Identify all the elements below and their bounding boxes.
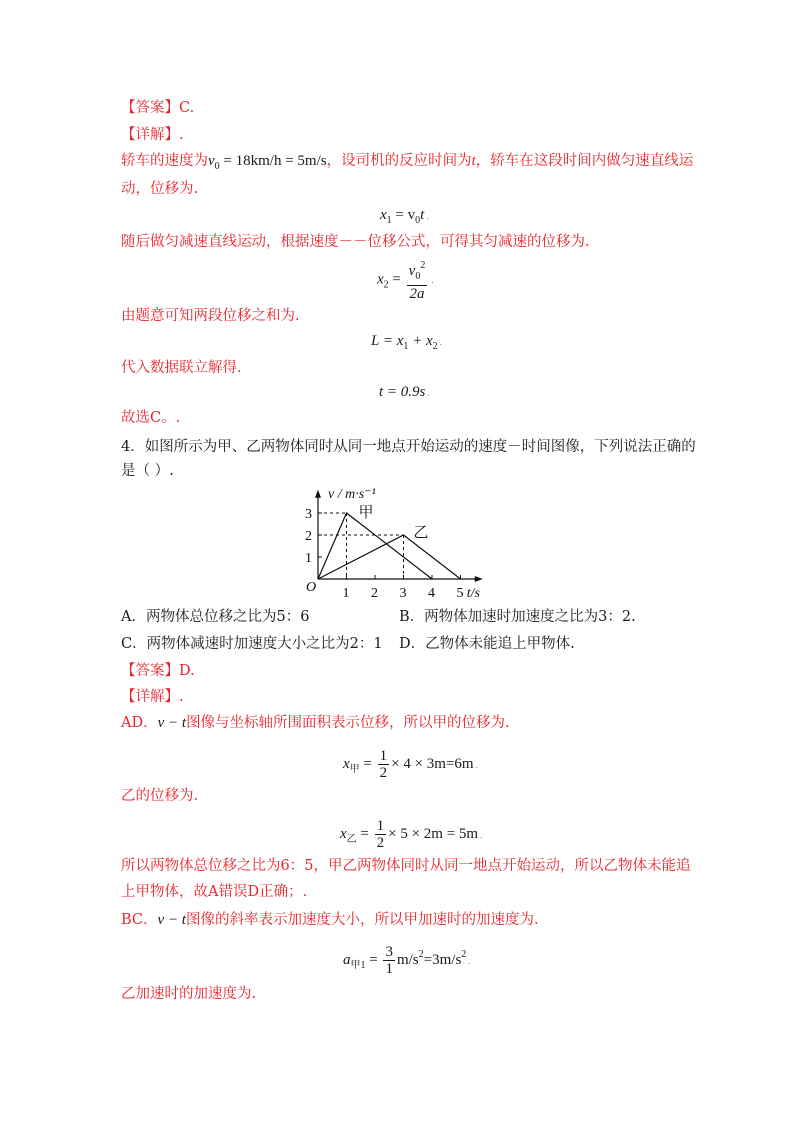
- x-tick-label-2: 2: [371, 586, 378, 601]
- y-axis-arrow: [315, 490, 321, 498]
- equation-x1: $x_1 = v_0t$ .: [380, 207, 429, 226]
- solution-line-2: 动，位移为.: [121, 181, 199, 197]
- equation-L: $L = x_1 + x_2$ .: [371, 333, 442, 352]
- y-tick-label-3: 3: [305, 507, 312, 522]
- equation-x2: $x_2$ = $\frac{v_0^2}{2a}$ .: [377, 260, 434, 302]
- summary-line-2: 上甲物体，故A错误D正确；.: [121, 884, 308, 900]
- y-tick-label-1: 1: [305, 551, 312, 566]
- series-label-yi: 乙: [413, 525, 429, 541]
- option-b: B．两物体加速时加速度之比为3：2.: [399, 609, 636, 625]
- last-line: 乙加速时的加速度为.: [121, 986, 257, 1002]
- x-tick-label-4: 4: [428, 586, 435, 601]
- ad-line: AD．v − t图像与坐标轴所围面积表示位移，所以甲的位移为.: [121, 715, 510, 731]
- question-stem-line-2: 是（ ）.: [121, 463, 174, 479]
- x-tick-label-1: 1: [342, 586, 350, 601]
- y-axis-label: v / m·s⁻¹: [328, 486, 376, 502]
- x-tick-label-5: 5: [456, 586, 464, 601]
- x-tick-label-3: 3: [399, 586, 407, 601]
- detail-label-2: 【详解】.: [121, 689, 184, 705]
- solution-line-5: 代入数据联立解得.: [121, 360, 242, 376]
- option-c: C．两物体减速时加速度大小之比为2：1: [121, 636, 383, 652]
- yi-line: 乙的位移为.: [121, 788, 199, 804]
- series-label-jia: 甲: [358, 505, 374, 521]
- question-stem-line-1: 4．如图所示为甲、乙两物体同时从同一地点开始运动的速度－时间图像，下列说法正确的: [121, 439, 696, 455]
- summary-line-1: 所以两物体总位移之比为6：5，甲乙两物体同时从同一地点开始运动，所以乙物体未能追: [121, 858, 691, 874]
- origin-label: O: [306, 580, 317, 595]
- solution-line-1: 轿车的速度为$v_0 = 18km/h = 5m/s$，设司机的反应时间为t，轿车在这段时间内做匀速直线运: [121, 153, 694, 172]
- answer-label: 【答案】C.: [121, 100, 195, 116]
- series-line-yi: [318, 535, 461, 579]
- equation-a-jia: $a_{甲1}$ = $\frac{3}{1}$ $m/s^2=3m/s^2$.: [343, 944, 471, 977]
- answer-label-2: 【答案】D.: [121, 663, 195, 679]
- detail-label: 【详解】.: [121, 127, 184, 143]
- x-axis-label: t/s: [466, 586, 480, 601]
- x-axis-arrow: [475, 576, 483, 582]
- equation-x-yi: $x_乙$ = $\frac{1}{2}$ × 5 × 2m = 5m .: [340, 818, 483, 851]
- bc-line: BC．v − t图像的斜率表示加速度大小，所以甲加速时的加速度为.: [121, 912, 539, 928]
- equation-x-jia: $x_甲$ = $\frac{1}{2}$ × 4 × 3m=6m .: [343, 748, 478, 781]
- vt-chart-plot: [305, 487, 483, 601]
- solution-line-4: 由题意可知两段位移之和为.: [121, 308, 300, 324]
- option-a: A．两物体总位移之比为5：6: [121, 609, 310, 625]
- solution-line-3: 随后做匀减速直线运动，根据速度－－位移公式，可得其匀减速的位移为.: [121, 234, 590, 250]
- series-line-jia: [318, 513, 432, 579]
- solution-line-6: 故选C。.: [121, 410, 181, 426]
- y-tick-label-2: 2: [305, 529, 312, 544]
- equation-t: t = 0.9s .: [379, 384, 430, 400]
- option-d: D．乙物体未能追上甲物体.: [399, 636, 575, 652]
